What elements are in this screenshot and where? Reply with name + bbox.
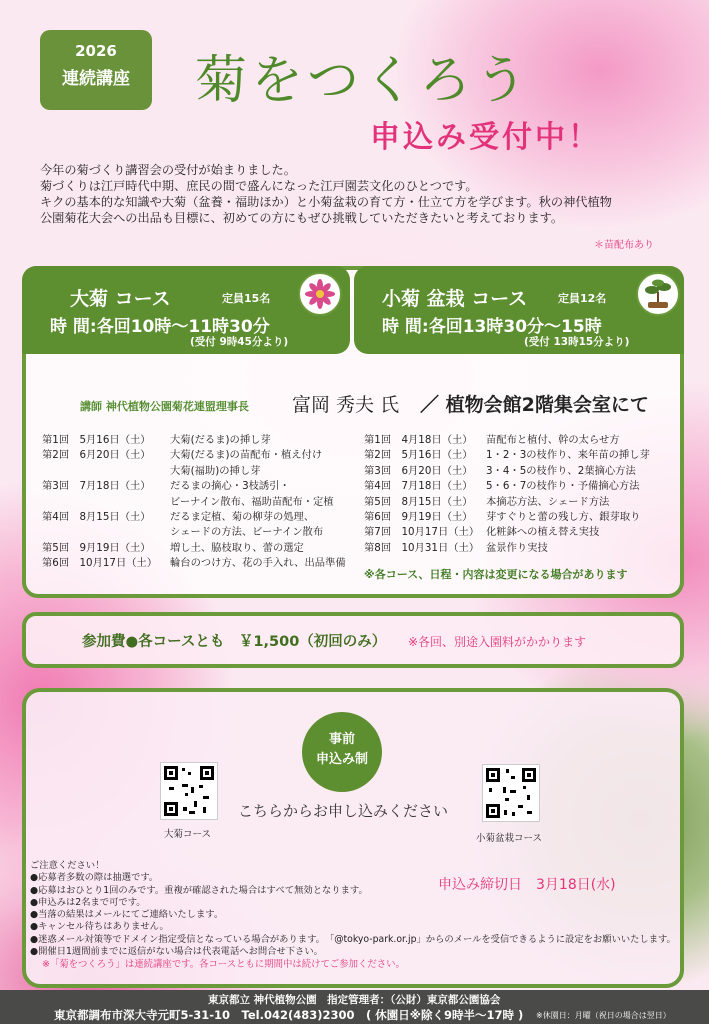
course-small-capacity: 定員12名 <box>558 292 607 305</box>
session-date: 第5回 8月15日（土） <box>364 495 473 508</box>
schedule-change-note: ※各コース、日程・内容は変更になる場合があります <box>364 568 628 581</box>
schedule-row <box>364 541 680 556</box>
session-date: 第6回 10月17日（土） <box>42 557 158 570</box>
session-date: 第6回 9月19日（土） <box>364 510 473 523</box>
intro-line: 菊づくりは江戸時代中期、庶民の間で盛んになった江戸園芸文化のひとつです。 <box>40 179 478 193</box>
series-footnote: ※「菊をつくろう」は連続講座です。各コースともに期間中は続けてご参加ください。 <box>42 959 405 970</box>
session-date: 第4回 8月15日（土） <box>42 510 151 523</box>
fee-note: ※各回、別途入園料がかかります <box>408 635 587 649</box>
course-small-header <box>354 266 684 354</box>
session-topic: 輪台のつけ方、花の手入れ、出品準備 <box>170 557 346 570</box>
note-item: ●当落の結果はメールにてご連絡いたします。 <box>30 909 224 921</box>
qr-icon <box>483 765 539 821</box>
venue: ／ 植物会館2階集会室にて <box>420 394 649 416</box>
course-large-time: 時 間:各回10時～11時30分 <box>50 317 270 337</box>
note-item: ●迷惑メール対策等でドメイン指定受信となっている場合があります。 「@tokyo-park.or.jp」からのメールを受信できるように設定をお願いいたします。 <box>30 933 676 945</box>
session-date: 第4回 7月18日（土） <box>364 480 473 493</box>
badge-label: 連続講座 <box>62 69 130 89</box>
session-date: 第3回 6月20日（土） <box>364 464 473 477</box>
bonsai-icon <box>636 272 680 316</box>
application-deadline: 申込み締切日 3月18日(水) <box>438 877 616 893</box>
session-topic: 化粧鉢への植え替え実技 <box>486 526 600 539</box>
schedule-row <box>42 448 362 463</box>
schedule-row <box>364 479 680 494</box>
notes-list <box>30 860 676 958</box>
session-topic: だるま定植、菊の柳芽の処理、 <box>170 510 315 523</box>
course-large-capacity: 定員15名 <box>222 292 271 305</box>
session-topic: 盆景作り実技 <box>486 541 548 554</box>
session-topic: 本摘芯方法、シェード方法 <box>486 495 610 508</box>
session-topic: だるまの摘心・3枝誘引・ <box>170 480 290 493</box>
qr-icon <box>161 763 217 819</box>
session-date: 第2回 6月20日（土） <box>42 449 151 462</box>
prereg-line: 申込み制 <box>315 752 368 767</box>
qr-large-caption: 大菊コース <box>164 829 212 840</box>
intro-line: 公園菊花大会への出品も目標に、初めての方にもぜひ挑戦していただきたいと考えております。 <box>40 211 564 225</box>
seedling-note: ＊苗配布あり <box>594 240 654 251</box>
schedule-row <box>42 556 362 571</box>
intro-line: キクの基本的な知識や大菊（盆養・福助ほか）と小菊盆栽の育て方・仕立て方を学びます。秋の神代植物 <box>40 195 612 209</box>
badge-year: 2026 <box>75 42 117 60</box>
note-item: ●開催日1週間前までに返信がない場合は代表電話へお問合せ下さい。 <box>30 946 323 958</box>
schedule-large <box>42 433 362 572</box>
intro-line: 今年の菊づくり講習会の受付が始まりました。 <box>40 163 296 177</box>
session-topic: 大菊(福助)の挿し芽 <box>170 464 261 477</box>
course-small-reception: (受付 13時15分より) <box>524 336 630 348</box>
schedule-small <box>364 433 680 556</box>
session-date: 第3回 7月18日（土） <box>42 480 151 493</box>
pre-registration-badge <box>302 712 382 792</box>
chrysanthemum-icon <box>298 272 342 316</box>
instructor-role: 講師 神代植物公園菊花連盟理事長 <box>80 400 249 413</box>
session-date: 第8回 10月31日（土） <box>364 541 480 554</box>
session-topic: 5・6・7の枝作り・予備摘心方法 <box>486 480 640 493</box>
note-item: ●応募者多数の際は抽選です。 <box>30 872 159 884</box>
session-date: 第2回 5月16日（土） <box>364 449 473 462</box>
intro-text <box>40 162 680 226</box>
note-item: ●応募はおひとり1回のみです。重複が確認された場合はすべて無効となります。 <box>30 884 368 896</box>
instructor-name: 富岡 秀夫 氏 <box>292 394 400 416</box>
schedule-row <box>42 541 362 556</box>
course-small-name: 小菊 盆栽 コース <box>382 288 528 310</box>
session-topic: 増し土、脇枝取り、蕾の選定 <box>170 541 304 554</box>
schedule-row <box>42 495 362 510</box>
schedule-row <box>364 525 680 540</box>
prereg-line: 事前 <box>328 732 355 747</box>
footer-organization: 東京都立 神代植物公園 指定管理者：（公財）東京都公園協会 <box>208 994 501 1006</box>
session-topic: 3・4・5の枝作り、2葉摘心方法 <box>486 464 636 477</box>
session-topic: 1・2・3の枝作り、来年苗の挿し芽 <box>486 449 650 462</box>
qr-small-caption: 小菊盆栽コース <box>476 833 543 844</box>
course-large-header <box>22 266 350 354</box>
session-date: 第5回 9月19日（土） <box>42 541 151 554</box>
note-item: ●申込みは2名まで可です。 <box>30 896 146 908</box>
session-topic: 大菊(だるま)の苗配布・植え付け <box>170 449 323 462</box>
status-heading: 申込み受付中！ <box>370 120 601 155</box>
session-topic: 大菊(だるま)の挿し芽 <box>170 434 271 446</box>
course-small-time: 時 間:各回13時30分～15時 <box>382 317 602 337</box>
session-date: 第7回 10月17日（土） <box>364 526 480 539</box>
schedule-row <box>42 510 362 525</box>
session-topic: 苗配布と植付、幹の太らせ方 <box>486 434 620 446</box>
schedule-row <box>42 433 362 448</box>
schedule-row <box>364 433 680 448</box>
schedule-row <box>364 464 680 479</box>
schedule-row <box>364 448 680 463</box>
page-title: 菊をつくろう <box>195 51 532 111</box>
qr-code-small-course[interactable] <box>482 764 540 822</box>
footer <box>0 990 709 1024</box>
notes-heading: ご注意ください！ <box>30 860 105 871</box>
fee-main: 参加費●各コースとも ￥1,500（初回のみ） <box>82 634 387 650</box>
series-badge <box>40 30 152 110</box>
qr-code-large-course[interactable] <box>160 762 218 820</box>
note-item: ●キャンセル待ちはありません。 <box>30 921 169 933</box>
course-large-name: 大菊 コース <box>70 288 171 310</box>
footer-address: 東京都調布市深大寺元町5-31-10 Tel.042(483)2300 ( 休園日※除く9時半～17時 ) <box>54 1008 524 1022</box>
schedule-row <box>364 510 680 525</box>
course-large-reception: (受付 9時45分より) <box>190 336 289 348</box>
session-date: 第1回 4月18日（土） <box>364 434 473 446</box>
schedule-row <box>364 495 680 510</box>
session-topic: ビーナイン散布、福助苗配布・定植 <box>170 495 334 508</box>
footer-closed-days: ※休園日：月曜（祝日の場合は翌日） <box>536 1011 671 1020</box>
schedule-row <box>42 525 362 540</box>
session-topic: シェードの方法、ビーナイン散布 <box>170 526 324 539</box>
apply-instruction: こちらからお申し込みください <box>238 802 449 820</box>
session-date: 第1回 5月16日（土） <box>42 434 151 446</box>
schedule-row <box>42 464 362 479</box>
session-topic: 芽すぐりと蕾の残し方、銀芽取り <box>486 510 641 523</box>
schedule-row <box>42 479 362 494</box>
